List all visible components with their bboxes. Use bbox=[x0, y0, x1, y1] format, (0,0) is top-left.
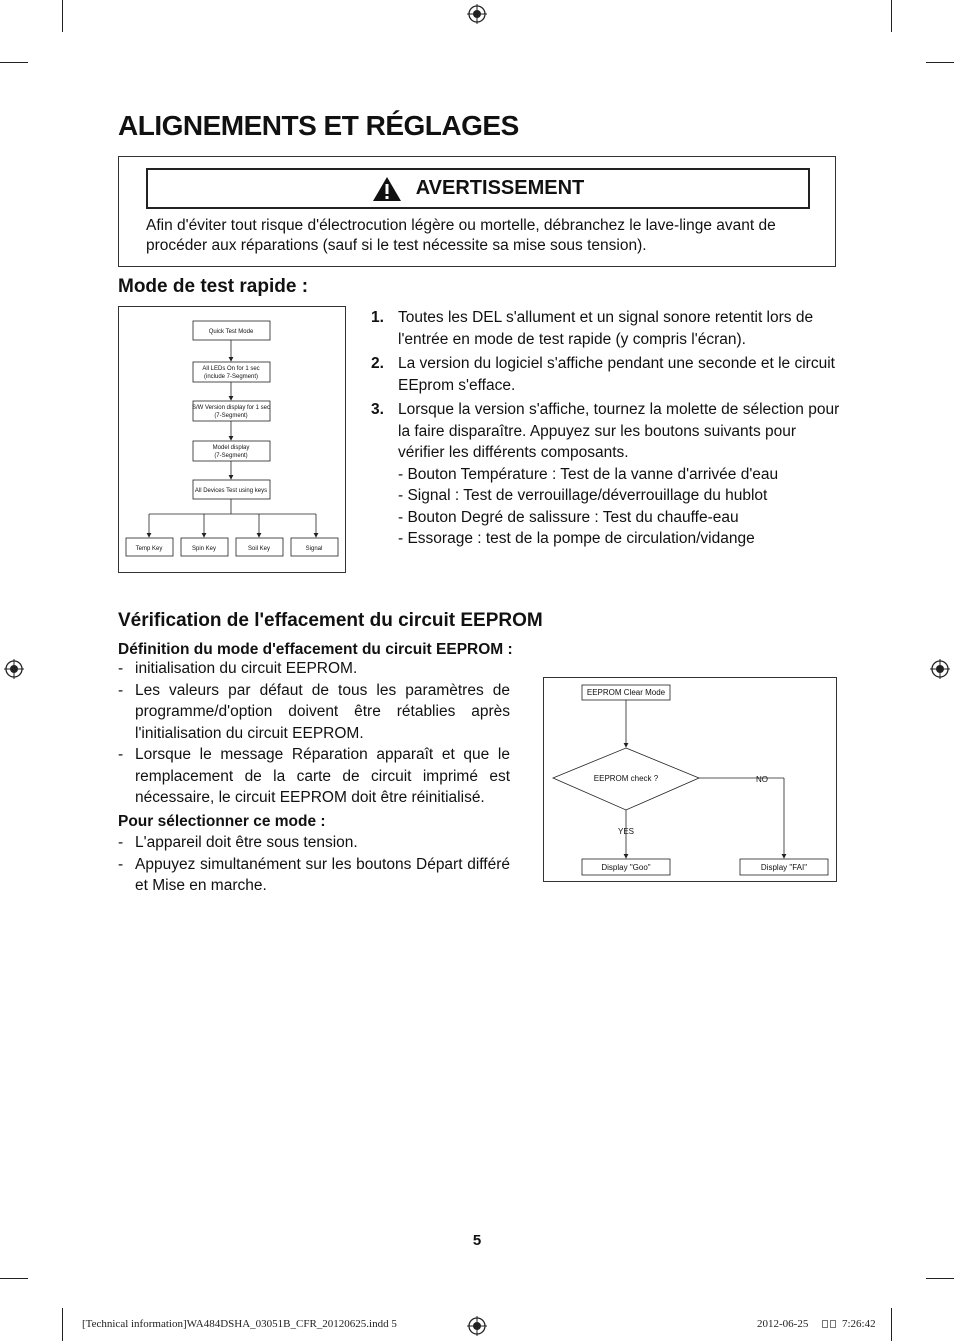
sub-item: - Essorage : test de la pompe de circulation/vidange bbox=[398, 530, 755, 547]
crop-mark bbox=[62, 1308, 63, 1341]
list-item bbox=[371, 353, 841, 396]
footer-time: 7:26:42 bbox=[842, 1318, 876, 1330]
flow-decision: EEPROM check ? bbox=[593, 774, 659, 783]
crop-mark bbox=[926, 62, 954, 63]
flow-yes-label: YES bbox=[617, 827, 635, 836]
flow-yes-result: Display "Goo" bbox=[601, 863, 651, 872]
sub-item: - Bouton Température : Test de la vanne d'arrivée d'eau bbox=[398, 465, 779, 483]
crop-mark bbox=[891, 0, 892, 32]
eeprom-heading: Vérification de l'effacement du circuit EEPROM bbox=[118, 610, 543, 631]
page-title: ALIGNEMENTS ET RÉGLAGES bbox=[118, 110, 519, 141]
registration-mark-icon bbox=[467, 1316, 487, 1336]
footer-date: 2012-06-25 bbox=[757, 1318, 809, 1330]
flowchart-lines bbox=[119, 307, 345, 572]
definition-label: Définition du mode d'effacement du circuit EEPROM : bbox=[118, 641, 513, 658]
flow-step-version-sub: (7-Segment) bbox=[214, 413, 248, 419]
footer-file: [Technical information]WA484DSHA_03051B_CFR_20120625.indd 5 bbox=[82, 1318, 397, 1330]
list-text: Lorsque la version s'affiche, tournez la molette de sélection pour la faire disparaître. Appuyez sur les boutons suivants pour vérifier les différents composants. bbox=[398, 401, 840, 461]
eeprom-definition bbox=[118, 640, 513, 897]
flow-no-result: Display "FAI" bbox=[760, 863, 808, 872]
quick-test-flowchart bbox=[118, 306, 346, 573]
sub-item: - Bouton Degré de salissure : Test du chauffe-eau bbox=[398, 508, 739, 526]
list-item bbox=[371, 399, 841, 550]
warning-header bbox=[146, 168, 810, 209]
footer-glyph-boxes bbox=[822, 1320, 838, 1329]
eeprom-flowchart bbox=[543, 677, 837, 882]
registration-mark-icon bbox=[467, 4, 487, 24]
list-number: 1. bbox=[371, 309, 384, 326]
list-text: La version du logiciel s'affiche pendant une seconde et le circuit EEprom s'efface. bbox=[398, 355, 835, 394]
list-text: Les valeurs par défaut de tous les paramètres de programme/d'option doivent être rétablies après l'initialisation du circuit EEPROM. bbox=[135, 681, 510, 742]
flow-step-devices: All Devices Test using keys bbox=[194, 488, 268, 494]
sub-item: - Signal : Test de verrouillage/déverrouillage du hublot bbox=[398, 487, 768, 504]
flow-step-leds-sub: (include 7-Segment) bbox=[203, 374, 259, 380]
crop-mark bbox=[62, 0, 63, 32]
list-item bbox=[371, 307, 841, 350]
list-text: Toutes les DEL s'allument et un signal sonore retentit lors de l'entrée en mode de test rapide (y compris l'écran). bbox=[398, 309, 814, 348]
flow-step-version: S/W Version display for 1 sec bbox=[191, 405, 271, 411]
list-number: 3. bbox=[371, 401, 384, 418]
crop-mark bbox=[0, 62, 28, 63]
flow-step-model: Model display bbox=[212, 445, 250, 451]
crop-mark bbox=[926, 1278, 954, 1279]
crop-mark bbox=[891, 1308, 892, 1341]
warning-box bbox=[118, 156, 836, 267]
eeprom-flowchart-lines bbox=[544, 678, 836, 881]
flow-start: EEPROM Clear Mode bbox=[586, 688, 666, 697]
list-item: - initialisation du circuit EEPROM. bbox=[118, 660, 358, 677]
quick-test-heading: Mode de test rapide : bbox=[118, 276, 309, 297]
crop-mark bbox=[0, 1278, 28, 1279]
list-item: - Lorsque le message Réparation apparaît et que le remplacement de la carte de circuit imprimé est nécessaire, le circuit EEPROM doit être réinitialisé. bbox=[118, 746, 510, 806]
flow-key-temp: Temp Key bbox=[135, 546, 163, 552]
page-number: 5 bbox=[472, 1232, 482, 1249]
flow-key-spin: Spin Key bbox=[191, 546, 217, 552]
list-text: Lorsque le message Réparation apparaît et que le remplacement de la carte de circuit imprimé est nécessaire, le circuit EEPROM doit être réinitialisé. bbox=[135, 746, 510, 806]
quick-test-steps bbox=[371, 307, 841, 553]
list-item: - Les valeurs par défaut de tous les paramètres de programme/d'option doivent être rétablies après l'initialisation du circuit EEPROM. bbox=[118, 681, 510, 742]
list-text: L'appareil doit être sous tension. bbox=[135, 834, 358, 851]
flow-step-quick-test: Quick Test Mode bbox=[208, 329, 254, 335]
warning-triangle-icon bbox=[372, 176, 402, 202]
warning-text: Afin d'éviter tout risque d'électrocution légère ou mortelle, débranchez le lave-linge avant de procéder aux réparations (sauf si le test nécessite sa mise sous tension). bbox=[146, 217, 776, 254]
registration-mark-icon bbox=[930, 659, 950, 679]
list-item: - L'appareil doit être sous tension. bbox=[118, 834, 358, 851]
flow-key-soil: Soil Key bbox=[247, 546, 271, 552]
flow-step-model-sub: (7-Segment) bbox=[214, 453, 248, 459]
select-label: Pour sélectionner ce mode : bbox=[118, 812, 326, 830]
list-text: Appuyez simultanément sur les boutons Départ différé et Mise en marche. bbox=[135, 855, 510, 894]
list-item: - Appuyez simultanément sur les boutons Départ différé et Mise en marche. bbox=[118, 855, 510, 894]
registration-mark-icon bbox=[4, 659, 24, 679]
list-text: initialisation du circuit EEPROM. bbox=[135, 660, 358, 677]
flow-key-signal: Signal bbox=[305, 546, 323, 552]
flow-step-leds: All LEDs On for 1 sec bbox=[202, 366, 260, 372]
flow-no-label: NO bbox=[756, 775, 768, 784]
list-number: 2. bbox=[371, 355, 384, 372]
warning-heading: AVERTISSEMENT bbox=[415, 177, 585, 199]
